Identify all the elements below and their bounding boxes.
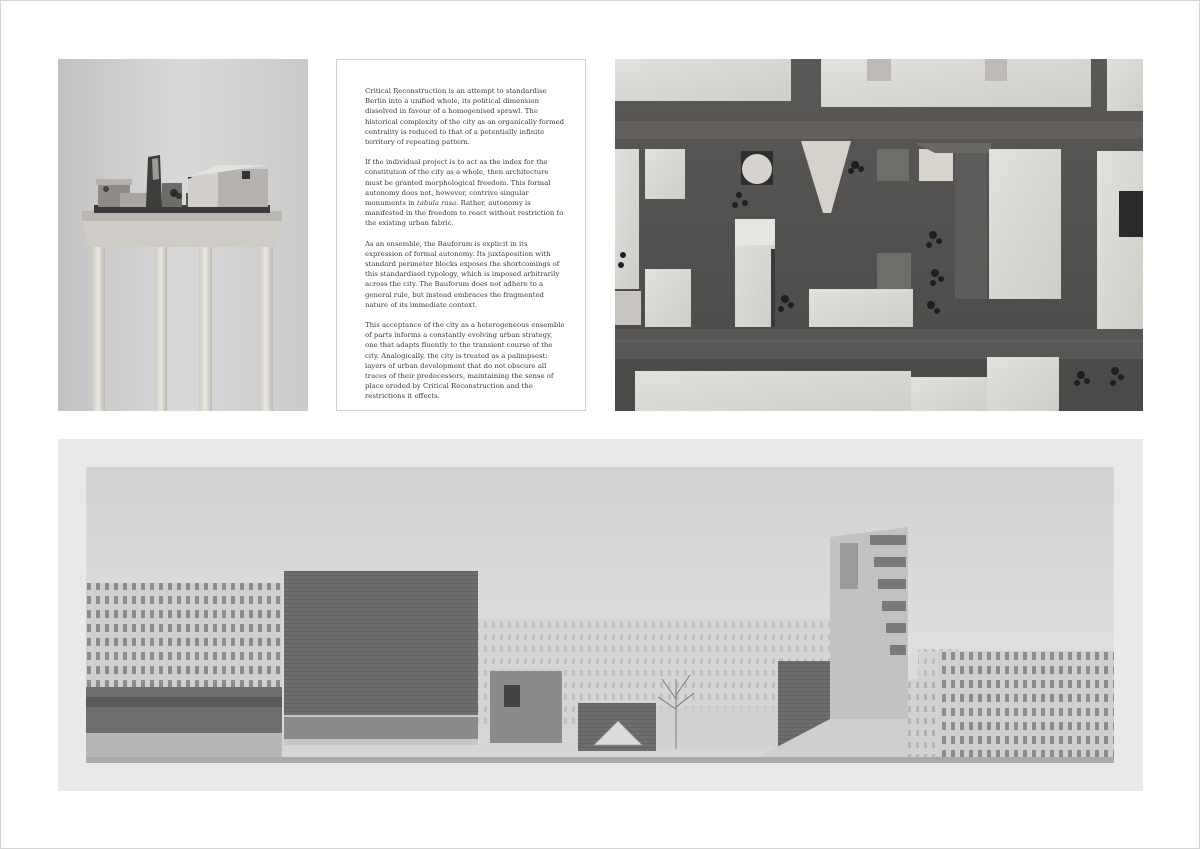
paragraph-2-part-a: If the individual project is to act as the index for the constitution of the city as a whole, then architecture must be granted morphological freedom. This formal autonomy does not, however, contrive singular monuments in bbox=[365, 158, 551, 208]
paragraph-2-part-b: . Rather, autonomy is manifested in the freedom to react without restriction to the existing urban fabric. bbox=[365, 199, 564, 228]
tabula-rasa-italic: tabula rasa bbox=[416, 199, 457, 208]
model-photograph bbox=[58, 59, 308, 411]
paragraph-palimpsest: This acceptance of the city as a heterogeneous ensemble of parts informs a constantly evolving urban strategy, one that adapts fluently to the transient course of the city. Analogically, the city is treated as a palimpsest: layers of urban development that do not obscure all traces of their predecessors, maintaining the sense of place eroded by Critical Reconstruction and the restrictions it effects. bbox=[365, 321, 565, 401]
paragraph-bauforum-ensemble: As an ensemble, the Bauforum is explicit in its expression of formal autonomy. Its juxtaposition with standard perimeter blocks exposes the shortcomings of this standardised typology, which is imposed arbitrarily across the city. The Bauforum does not adhere to a general rule, but instead embraces the fragmented nature of its immediate context. bbox=[365, 239, 560, 309]
essay-text-panel bbox=[336, 59, 586, 411]
site-plan-model-photo bbox=[615, 59, 1143, 411]
essay-text bbox=[365, 86, 565, 411]
paragraph-critical-reconstruction: Critical Reconstruction is an attempt to standardise Berlin into a unified whole, its political dimension dissolved in favour of a homogenised sprawl. The historical complexity of the city as an organically formed centrality is reduced to that of a potentially infinite territory of repeating pattern. bbox=[365, 87, 565, 147]
site-plan-image bbox=[615, 59, 1143, 411]
model-on-stand-image bbox=[58, 59, 308, 411]
elevation-image bbox=[58, 439, 1143, 791]
street-elevation-render bbox=[58, 439, 1143, 791]
paragraph-morphological-freedom bbox=[365, 157, 565, 228]
